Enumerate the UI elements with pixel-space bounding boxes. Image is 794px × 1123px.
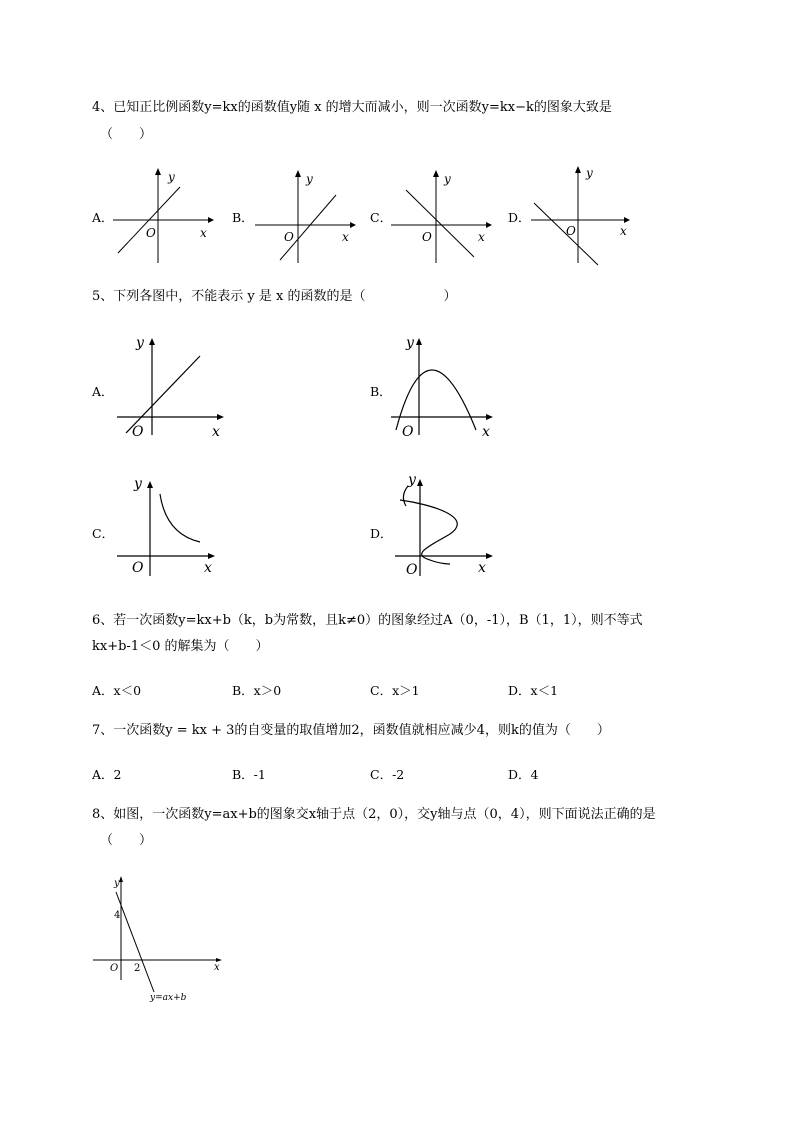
q6-option-a[interactable]: A．x＜0 <box>92 683 142 698</box>
q8-graph <box>88 872 228 1010</box>
q7-option-b[interactable]: B．-1 <box>232 767 266 782</box>
q5b-x-label: x <box>482 424 490 440</box>
q5a-y-label: y <box>136 335 144 351</box>
q4-graph-d[interactable] <box>526 165 636 270</box>
q8-answer-blank: （ ） <box>100 833 153 848</box>
q8-line-label: y=ax+b <box>150 993 187 1003</box>
q5-graph-b[interactable] <box>386 330 506 442</box>
q7-stem: 7、一次函数y = kx + 3的自变量的取值增加2，函数值就相应减少4，则k的值为（ ） <box>92 723 610 738</box>
q5-option-b-label[interactable]: B． <box>370 384 392 399</box>
q5b-y-label: y <box>406 335 414 351</box>
q4b-origin: O <box>284 230 294 244</box>
q5d-x-label: x <box>478 560 486 576</box>
q5-graph-c[interactable] <box>112 472 222 580</box>
q5a-origin: O <box>132 424 144 440</box>
q5-option-a-label[interactable]: A． <box>92 384 114 399</box>
q5-graph-a[interactable] <box>112 330 232 442</box>
q4b-x-label: x <box>342 230 349 244</box>
q4-option-a-label[interactable]: A． <box>92 210 114 225</box>
q5-option-c-label[interactable]: C． <box>92 526 115 541</box>
q4-option-d-label[interactable]: D． <box>508 210 531 225</box>
q4-graph-b[interactable] <box>250 165 360 265</box>
q4a-x-label: x <box>200 226 207 240</box>
q4b-y-label: y <box>306 172 313 186</box>
q5c-x-label: x <box>204 560 212 576</box>
q5b-origin: O <box>402 424 414 440</box>
q4a-origin: O <box>146 226 156 240</box>
q8-stem-line1: 8、如图，一次函数y=ax+b的图象交x轴于点（2，0），交y轴与点（0，4），则下面说法正确的是 <box>92 807 656 822</box>
q4d-x-label: x <box>620 224 627 238</box>
q5d-y-label: y <box>408 472 416 488</box>
q4a-y-label: y <box>168 170 175 184</box>
q4d-y-label: y <box>586 166 593 180</box>
q5c-y-label: y <box>134 476 142 492</box>
q7-option-d[interactable]: D．4 <box>508 767 539 782</box>
q4-option-c-label[interactable]: C． <box>370 210 393 225</box>
q5-stem: 5、下列各图中，不能表示 y 是 x 的函数的是（ ） <box>92 289 457 304</box>
q4c-x-label: x <box>478 230 485 244</box>
q8-origin: O <box>110 963 119 974</box>
q6-option-b[interactable]: B．x＞0 <box>232 683 282 698</box>
q5-option-d-label[interactable]: D． <box>370 526 393 541</box>
q5c-origin: O <box>132 560 144 576</box>
q4-option-b-label[interactable]: B． <box>232 210 254 225</box>
q4c-origin: O <box>422 230 432 244</box>
q5-graph-d[interactable] <box>390 472 500 580</box>
q4-graph-a[interactable] <box>108 165 218 265</box>
q7-option-c[interactable]: C．-2 <box>370 767 405 782</box>
q4-answer-blank: （ ） <box>100 127 153 142</box>
q5a-x-label: x <box>212 424 220 440</box>
q4-graph-c[interactable] <box>386 165 496 265</box>
q6-stem-line2: kx+b-1＜0 的解集为（ ） <box>92 639 269 654</box>
q8-x-label: x <box>214 962 220 973</box>
q6-option-c[interactable]: C．x＞1 <box>370 683 420 698</box>
q8-y-tick-4: 4 <box>114 910 121 921</box>
q4c-y-label: y <box>444 172 451 186</box>
q4d-origin: O <box>566 224 576 238</box>
q6-option-d[interactable]: D．x＜1 <box>508 683 559 698</box>
q4-stem-line1: 4、已知正比例函数y=kx的函数值y随 x 的增大而减小，则一次函数y=kx−k的图象大致是 <box>92 100 612 115</box>
q8-y-label: y <box>114 878 120 889</box>
q5d-origin: O <box>406 562 418 578</box>
q7-option-a[interactable]: A．2 <box>92 767 122 782</box>
q6-stem-line1: 6、若一次函数y=kx+b（k，b为常数，且k≠0）的图象经过A（0，-1），B（1，1），则不等式 <box>92 613 643 628</box>
q8-x-tick-2: 2 <box>134 963 141 974</box>
